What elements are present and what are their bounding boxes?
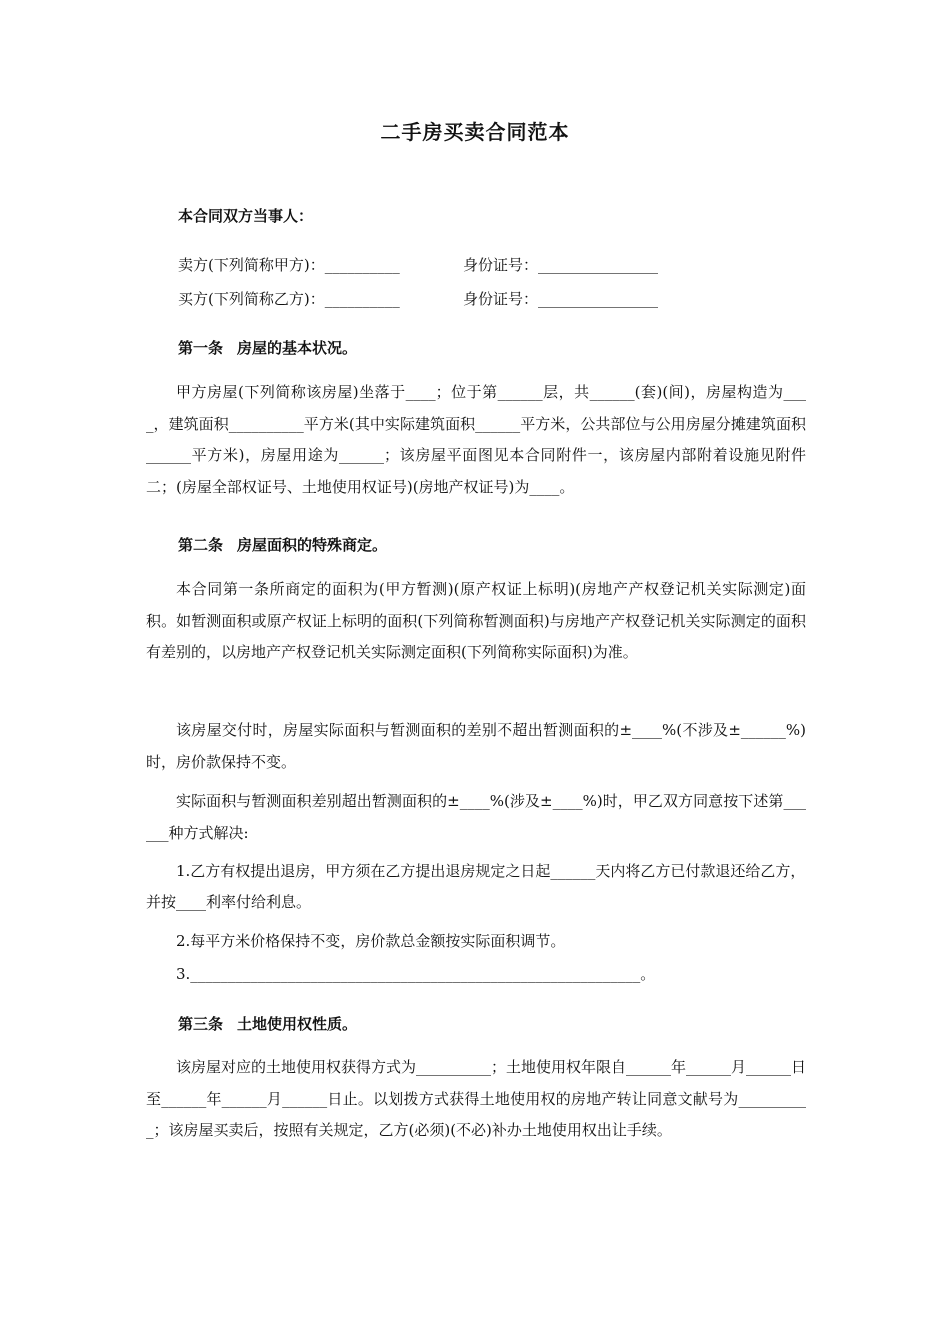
seller-label: 卖方(下列简称甲方)：__________ <box>178 256 400 274</box>
article1-title: 房屋的基本状况。 <box>237 339 358 357</box>
article1-body: 甲方房屋(下列简称该房屋)坐落于____；位于第______层，共______(套)(间)，房屋构造为____，建筑面积__________平方米(其中实际建筑面积______平方米，公共部位与公用房屋分摊建筑面积______平方米)，房屋用途为______；该房屋平面图见本合同附件一，该房屋内部附着设施见附件二；(房屋全部权证号、土地使用权证号)(房地产权证号)为____。 <box>146 383 806 496</box>
buyer-id-label: 身份证号：________________ <box>463 290 659 308</box>
buyer-row <box>178 288 659 309</box>
article3-number: 第三条 <box>178 1015 224 1033</box>
article1-heading <box>178 337 357 358</box>
buyer-label: 买方(下列简称乙方)：__________ <box>178 290 400 308</box>
article2-paragraph-3: 实际面积与暂测面积差别超出暂测面积的±____%(涉及±____%)时，甲乙双方同意按下述第______种方式解决: <box>146 792 806 842</box>
article3-title: 土地使用权性质。 <box>237 1015 358 1033</box>
article3-heading <box>178 1013 357 1034</box>
article2-option-3: 3.____________________________________________________________。 <box>176 965 656 983</box>
article2-number: 第二条 <box>178 536 224 554</box>
seller-id-label: 身份证号：________________ <box>463 256 659 274</box>
document-title: 二手房买卖合同范本 <box>380 120 570 144</box>
parties-intro: 本合同双方当事人： <box>178 207 314 225</box>
article2-option-1: 1.乙方有权提出退房，甲方须在乙方提出退房规定之日起______天内将乙方已付款退还给乙方，并按____利率付给利息。 <box>146 862 806 911</box>
article2-paragraph-2: 该房屋交付时，房屋实际面积与暂测面积的差别不超出暂测面积的±____%(不涉及±______%)时，房价款保持不变。 <box>146 721 806 771</box>
article2-heading <box>178 534 387 555</box>
article3-body: 该房屋对应的土地使用权获得方式为__________；土地使用权年限自______年______月______日至______年______月______日止。以划拨方式获得土地使用权的房地产转让同意文献号为__________；该房屋买卖后，按照有关规定，乙方(必须)(不必)补办土地使用权出让手续。 <box>146 1058 807 1140</box>
article2-title: 房屋面积的特殊商定。 <box>237 536 388 554</box>
article1-number: 第一条 <box>178 339 224 357</box>
article2-option-2: 2.每平方米价格保持不变，房价款总金额按实际面积调节。 <box>176 932 566 950</box>
seller-row <box>178 254 659 275</box>
article2-paragraph-1: 本合同第一条所商定的面积为(甲方暂测)(原产权证上标明)(房地产产权登记机关实际测定)面积。如暂测面积或原产权证上标明的面积(下列简称暂测面积)与房地产产权登记机关实际测定的面积有差别的，以房地产产权登记机关实际测定面积(下列简称实际面积)为准。 <box>146 580 806 662</box>
